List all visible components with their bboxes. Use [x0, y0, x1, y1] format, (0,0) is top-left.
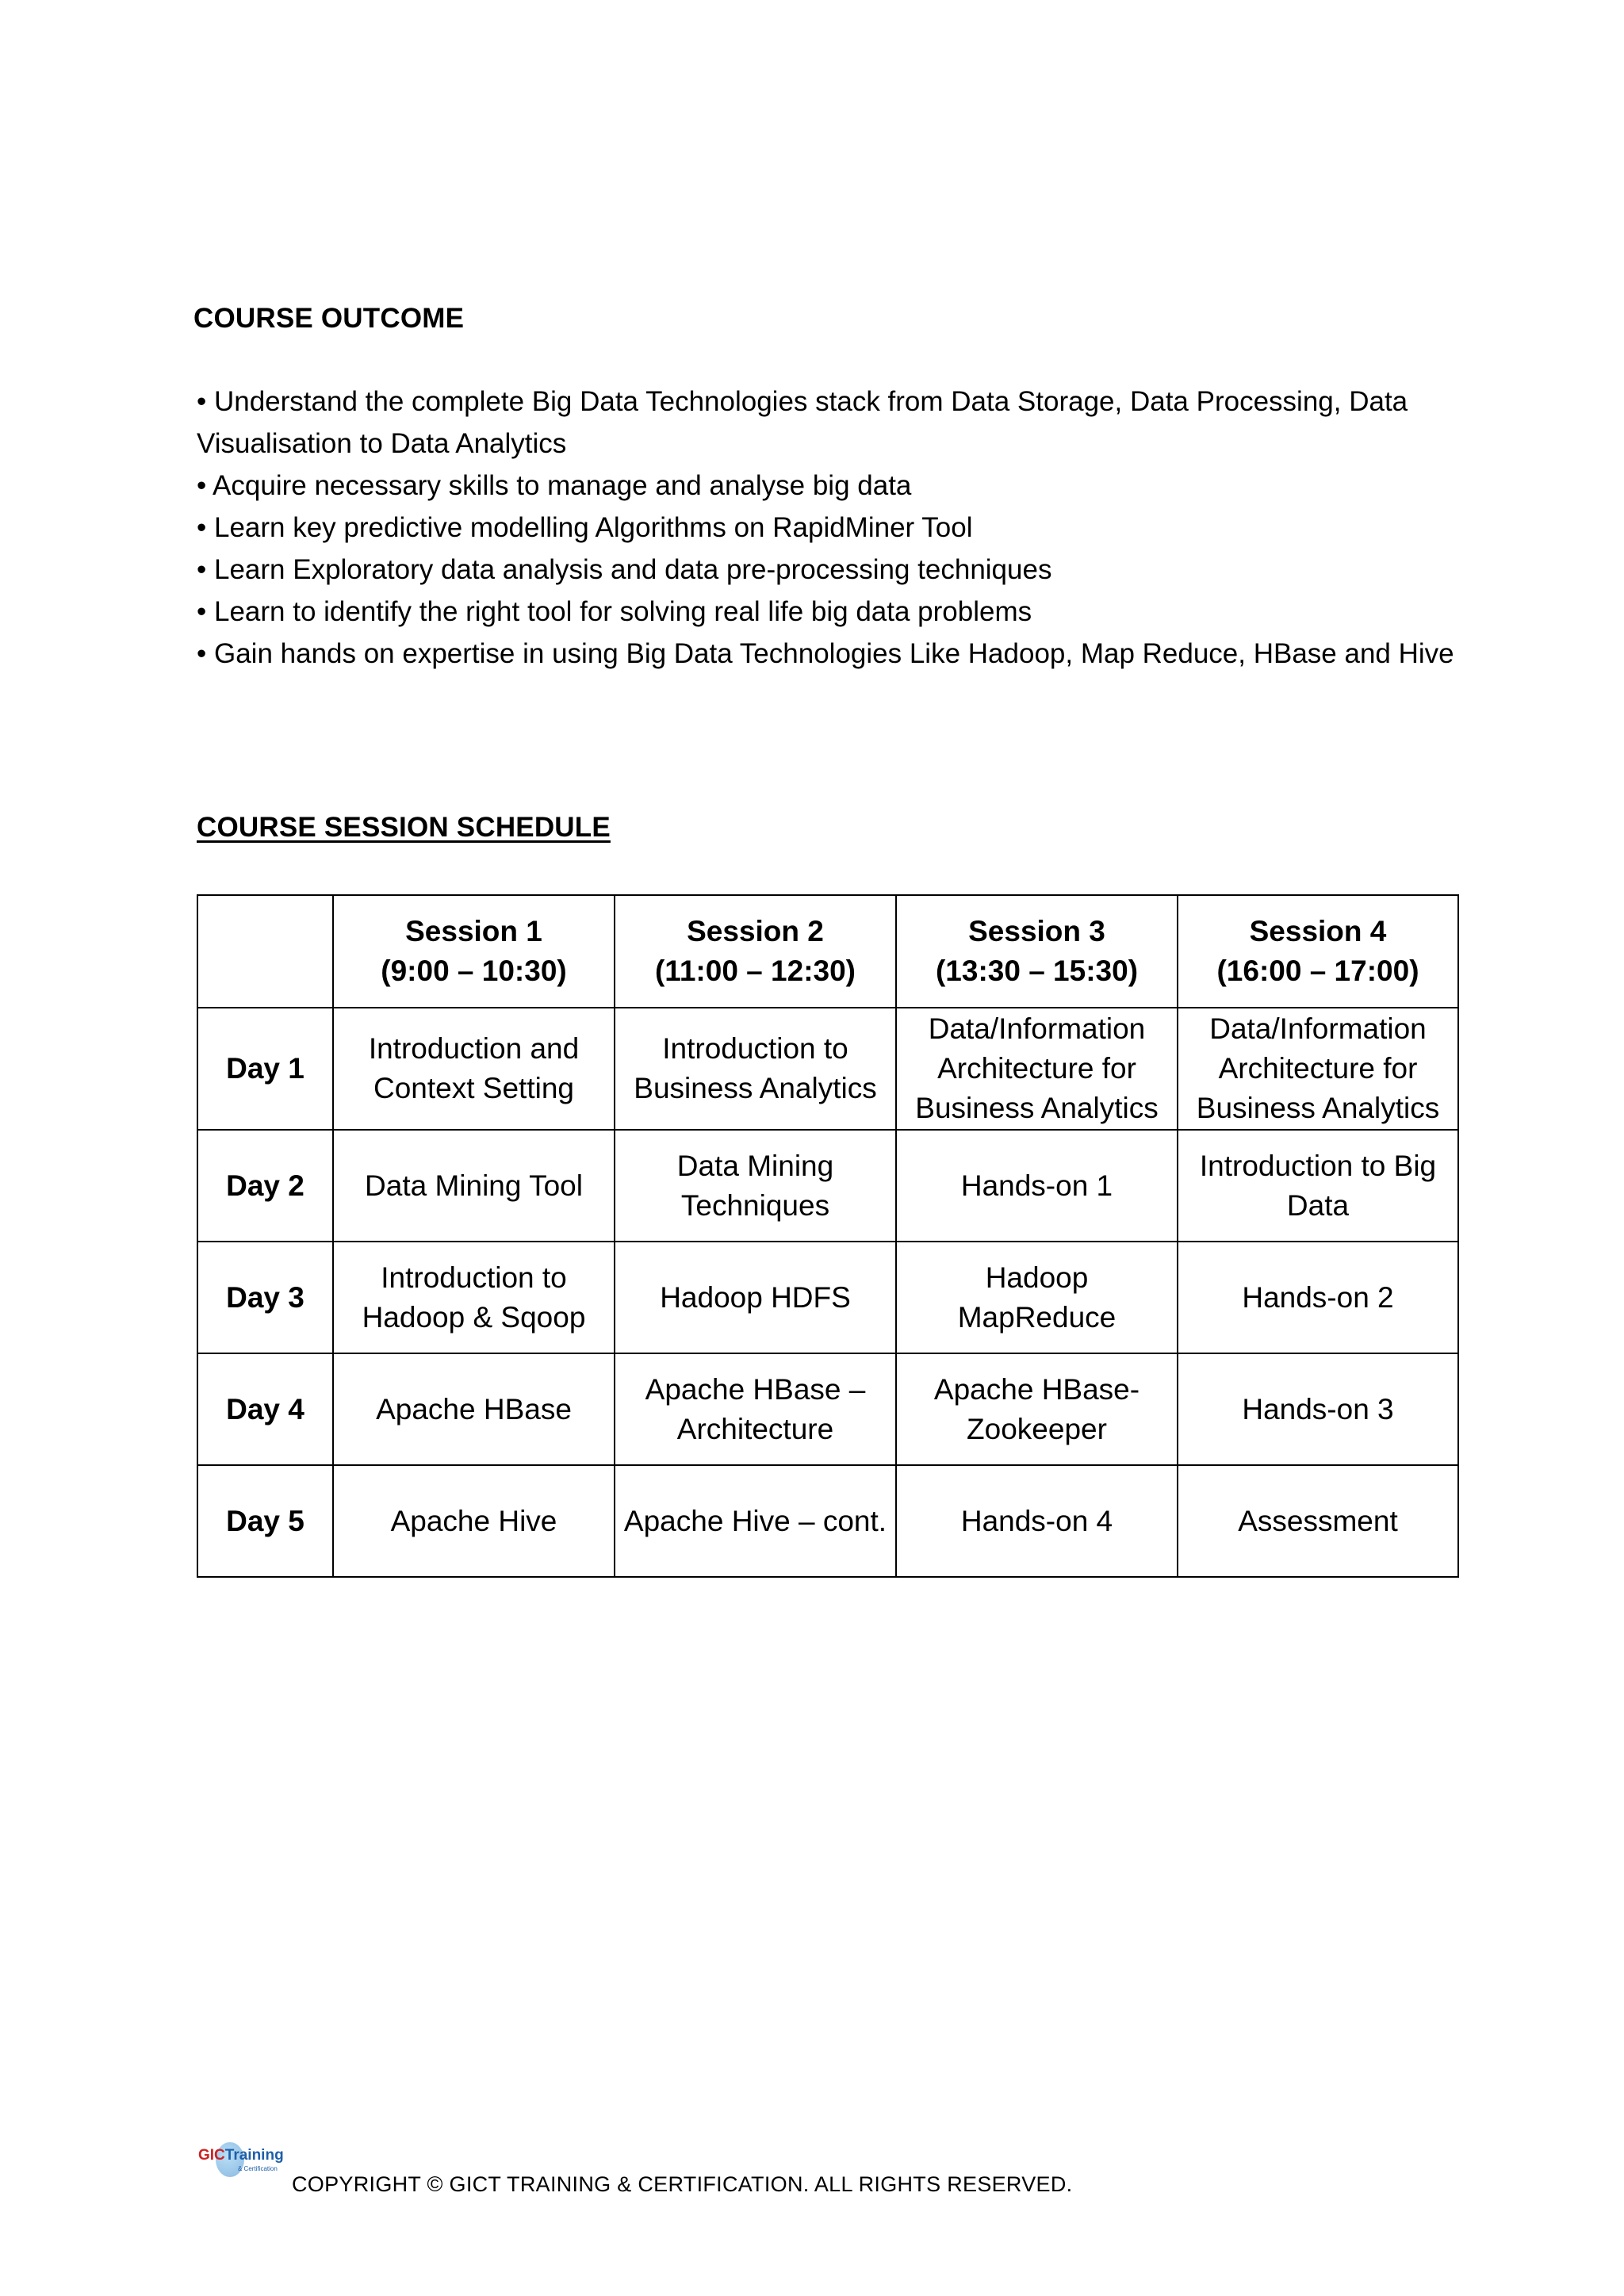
schedule-table [197, 894, 1459, 1578]
company-logo [198, 2141, 285, 2188]
course-outcome-list [197, 381, 1465, 675]
day-label-cell: Day 2 [197, 1130, 333, 1242]
table-row [197, 1353, 1458, 1465]
table-header-row [197, 895, 1458, 1008]
table-header-cell [615, 895, 896, 1008]
table-cell: Data Mining Techniques [615, 1130, 896, 1242]
list-item: • Learn key predictive modelling Algorithms on RapidMiner Tool [197, 512, 973, 543]
table-cell: Introduction to Hadoop & Sqoop [333, 1242, 615, 1353]
table-cell: Apache HBase – Architecture [615, 1353, 896, 1465]
table-row [197, 1242, 1458, 1353]
session-time: (16:00 – 17:00) [1216, 955, 1419, 987]
session-name: Session 1 [405, 915, 542, 947]
list-item: • Gain hands on expertise in using Big Data Technologies Like Hadoop, Map Reduce, HBase and Hive [197, 638, 1454, 669]
list-item: • Learn Exploratory data analysis and data pre-processing techniques [197, 554, 1052, 585]
table-cell: Hands-on 3 [1178, 1353, 1458, 1465]
table-cell: Hands-on 2 [1178, 1242, 1458, 1353]
day-label-cell: Day 3 [197, 1242, 333, 1353]
table-cell: Apache HBase-Zookeeper [896, 1353, 1178, 1465]
table-cell: Hadoop HDFS [615, 1242, 896, 1353]
table-cell: Introduction to Big Data [1178, 1130, 1458, 1242]
table-cell: Apache Hive – cont. [615, 1465, 896, 1577]
logo-subtext: & Certification [238, 2165, 278, 2172]
table-cell: Data/Information Architecture for Business Analytics [896, 1008, 1178, 1130]
day-label-cell: Day 5 [197, 1465, 333, 1577]
logo-text: GICTraining [198, 2147, 284, 2164]
session-name: Session 2 [687, 915, 824, 947]
session-time: (9:00 – 10:30) [381, 955, 567, 987]
copyright-text: COPYRIGHT © GICT TRAINING & CERTIFICATION. ALL RIGHTS RESERVED. [292, 2172, 1073, 2196]
day-label-cell: Day 1 [197, 1008, 333, 1130]
list-item: • Understand the complete Big Data Technologies stack from Data Storage, Data Processing, Data Visualisation to Data Analytics [197, 386, 1408, 459]
day-label-cell: Day 4 [197, 1353, 333, 1465]
list-item: • Learn to identify the right tool for solving real life big data problems [197, 596, 1032, 627]
table-corner-cell [197, 895, 333, 1008]
table-header-cell [1178, 895, 1458, 1008]
table-row [197, 1008, 1458, 1130]
session-name: Session 4 [1249, 915, 1387, 947]
course-session-schedule-heading: COURSE SESSION SCHEDULE [197, 812, 611, 843]
table-cell: Hands-on 4 [896, 1465, 1178, 1577]
session-time: (13:30 – 15:30) [935, 955, 1139, 987]
table-cell: Data/Information Architecture for Business Analytics [1178, 1008, 1458, 1130]
table-cell: Assessment [1178, 1465, 1458, 1577]
course-outcome-heading: COURSE OUTCOME [193, 303, 465, 334]
table-cell: Apache Hive [333, 1465, 615, 1577]
table-cell: Hands-on 1 [896, 1130, 1178, 1242]
table-cell: Data Mining Tool [333, 1130, 615, 1242]
table-header-cell [333, 895, 615, 1008]
session-time: (11:00 – 12:30) [654, 955, 856, 987]
table-cell: Introduction and Context Setting [333, 1008, 615, 1130]
table-cell: Hadoop MapReduce [896, 1242, 1178, 1353]
table-row [197, 1130, 1458, 1242]
list-item: • Acquire necessary skills to manage and analyse big data [197, 470, 912, 501]
table-cell: Introduction to Business Analytics [615, 1008, 896, 1130]
table-cell: Apache HBase [333, 1353, 615, 1465]
table-row [197, 1465, 1458, 1577]
session-name: Session 3 [968, 915, 1105, 947]
table-header-cell [896, 895, 1178, 1008]
